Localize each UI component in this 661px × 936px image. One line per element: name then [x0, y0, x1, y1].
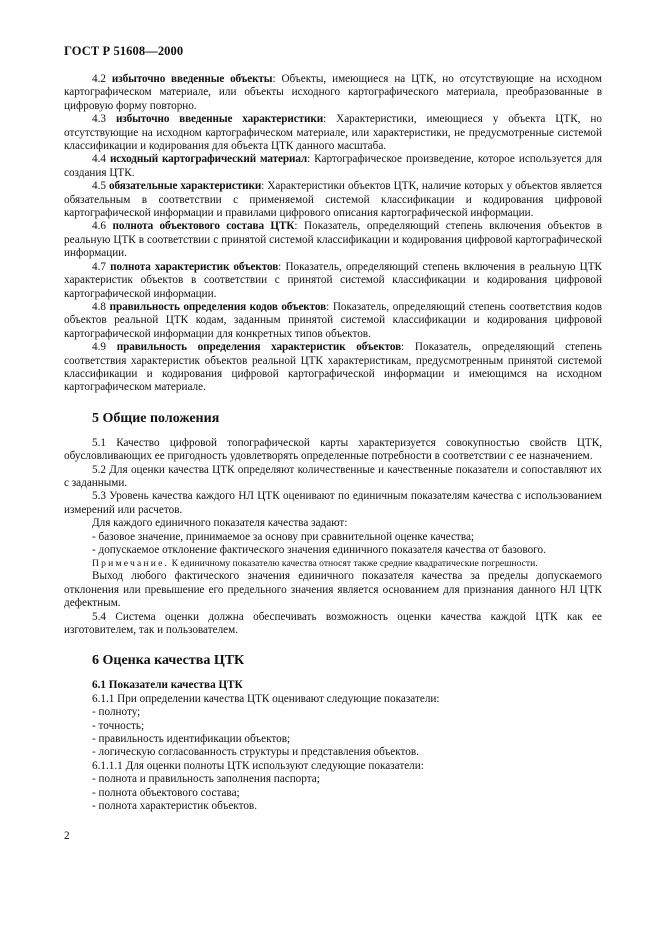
note-label: Примечание. [92, 558, 170, 570]
definition-4-3: 4.3 избыточно введенные характеристики: Характеристики, имеющиеся у объекта ЦТК, но отсутствующие на исходном картографическом материале, или характеристики, не предусмотренные системой классификации и кодирования для объекта ЦТК данного масштаба. [64, 113, 602, 153]
paragraph-6-1-1: 6.1.1 При определении качества ЦТК оценивают следующие показатели: [92, 692, 440, 705]
list-item-tolerance: - допускаемое отклонение фактического значения единичного показателя качества от базового. [92, 544, 546, 556]
definition-4-2: 4.2 избыточно введенные объекты: Объекты, имеющиеся на ЦТК, но отсутствующие на исходном картографическом материале, или объекты исходного картографического материала, преобразованные в цифровую форму повторно. [64, 73, 603, 112]
list-item: - правильность идентификации объектов; [92, 733, 291, 746]
note [64, 557, 602, 570]
list-item: - полнота объектового состава; [92, 786, 240, 799]
list-item: - логическую согласованность структуры и представления объектов. [92, 746, 419, 759]
document-page [64, 44, 602, 814]
list-item-base-value: - базовое значение, принимаемое за основу при сравнительной оценке качества; [92, 530, 475, 543]
definition-4-9: 4.9 правильность определения характеристик объектов: Показатель, определяющий степень соответствия характеристик объектов реальной ЦТК характеристикам, предусмотренным принятой системой классификации и кодирования цифровой картографической информации и имеющимся на исходном картографическом материале. [64, 341, 602, 394]
definitions-list [64, 73, 602, 395]
section-5-heading: 5 Общие положения [92, 410, 220, 426]
paragraph-5-2: 5.2 Для оценки качества ЦТК определяют количественные и качественные показатели и сопоставляют их с заданными. [64, 463, 602, 489]
definition-4-6: 4.6 полнота объектового состава ЦТК: Показатель, определяющий степень включения объектов в реальную ЦТК в соответствии с принятой системой классификации и кодирования цифровой картографической информации. [64, 220, 603, 260]
definition-4-7: 4.7 полнота характеристик объектов: Показатель, определяющий степень включения в реальную ЦТК характеристик объектов в соответствии с принятой системой классификации и кодирования цифровой картографической информации. [64, 260, 603, 300]
section-6-heading: 6 Оценка качества ЦТК [92, 653, 245, 669]
list-item: - полнота и правильность заполнения паспорта; [92, 773, 320, 786]
document-header: ГОСТ Р 51608—2000 [64, 44, 184, 58]
paragraph-5-3: 5.3 Уровень качества каждого НЛ ЦТК оценивают по единичным показателям качества с использованием измерений или расчетов. [64, 490, 602, 516]
note-text: К единичному показателю качества относят также средние квадратические погрешности. [169, 558, 538, 570]
subsection-6-1-heading: 6.1 Показатели качества ЦТК [92, 679, 243, 692]
paragraph-6-1-1-1: 6.1.1.1 Для оценки полноты ЦТК используют следующие показатели: [92, 759, 424, 772]
definition-4-5: 4.5 обязательные характеристики: Характеристики объектов ЦТК, наличие которых у объектов является обязательным в соответствии с применяемой системой классификации и кодирования цифровой картографической информации и правилами цифрового описания картографической информации. [64, 180, 602, 220]
list-item: - полноту; [92, 706, 141, 719]
list-item: - полнота характеристик объектов. [92, 800, 257, 813]
paragraph-5-1: 5.1 Качество цифровой топографической карты характеризуется совокупностью свойств ЦТК, обусловливающих ее пригодность удовлетворять определенные потребности в соответствии с ее назначением. [64, 436, 602, 463]
definition-4-8: 4.8 правильность определения кодов объектов: Показатель, определяющий степень соответствия кодов объектов реальной ЦТК кодам, заданным принятой системой классификации и кодирования цифровой картографической информации для конкретных типов объектов. [64, 300, 603, 340]
page-number: 2 [64, 830, 70, 842]
paragraph-defect: Выход любого фактического значения единичного показателя качества за пределы допускаемого отклонения или превышение его предельного значения является основанием для признания данного НЛ ЦТК дефектным. [64, 570, 602, 610]
list-item: - точность; [92, 719, 145, 732]
paragraph-quality-values: Для каждого единичного показателя качества задают: [92, 517, 348, 530]
paragraph-5-4: 5.4 Система оценки должна обеспечивать возможность оценки качества каждой ЦТК как ее изготовителем, так и пользователем. [64, 610, 602, 637]
definition-4-4: 4.4 исходный картографический материал: Картографическое произведение, которое используется для создания ЦТК. [64, 153, 603, 179]
